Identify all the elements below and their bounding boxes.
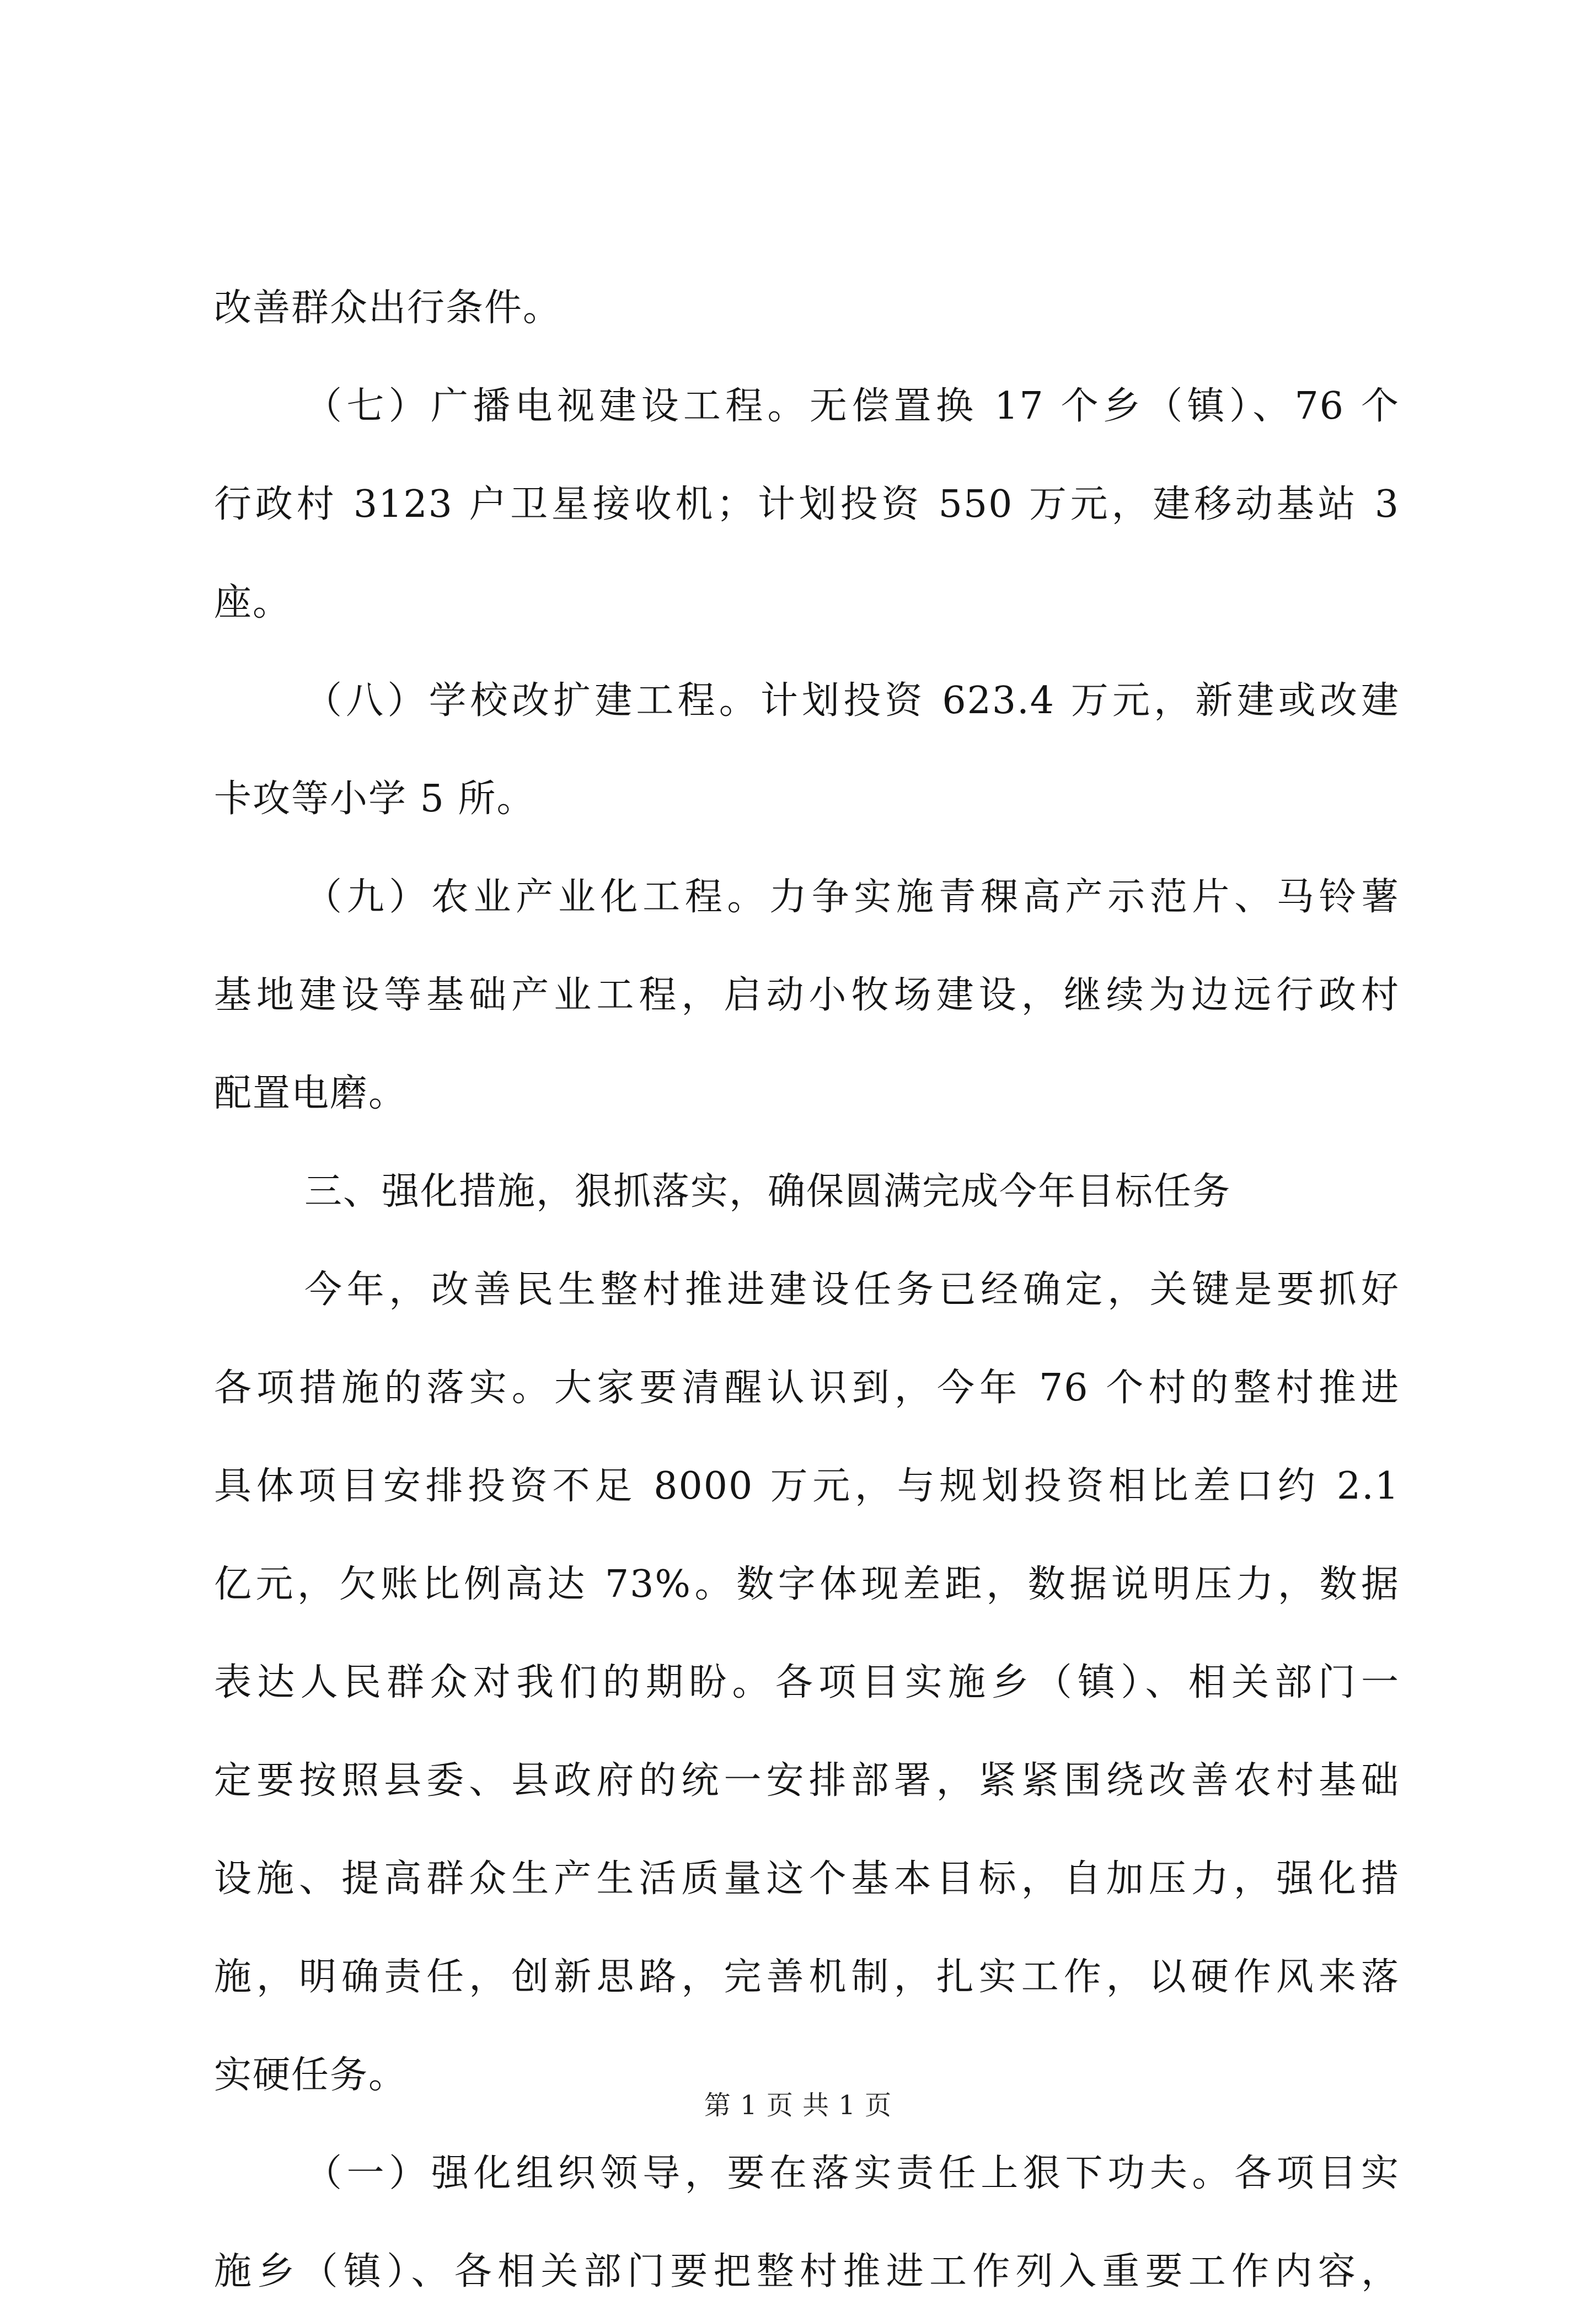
paragraph-line: 卡攻等小学 5 所。 <box>214 777 535 821</box>
paragraph-line: 改善群众出行条件。 <box>214 286 562 330</box>
paragraph-line: 基地建设等基础产业工程，启动小牧场建设，继续为边远行政村 <box>214 974 1400 1017</box>
paragraph-line: 各项措施的落实。大家要清醒认识到，今年 76 个村的整村推进 <box>214 1366 1400 1410</box>
paragraph-line: 具体项目安排投资不足 8000 万元，与规划投资相比差口约 2.1 <box>214 1464 1400 1508</box>
paragraph-line: （八）学校改扩建工程。计划投资 623.4 万元，新建或改建 <box>304 679 1400 723</box>
paragraph-line: （一）强化组织领导，要在落实责任上狠下功夫。各项目实 <box>304 2152 1400 2195</box>
paragraph-line: 表达人民群众对我们的期盼。各项目实施乡（镇）、相关部门一 <box>214 1661 1400 1704</box>
body-text <box>214 259 1400 2321</box>
paragraph-line: 施，明确责任，创新思路，完善机制，扎实工作，以硬作风来落 <box>214 1955 1400 1999</box>
page-footer: 第 1 页 共 1 页 <box>704 2090 892 2121</box>
paragraph-line: 座。 <box>214 581 292 624</box>
paragraph-line: 实硬任务。 <box>214 2053 408 2097</box>
paragraph-line: 今年，改善民生整村推进建设任务已经确定，关键是要抓好 <box>304 1268 1400 1312</box>
paragraph-line: 配置电磨。 <box>214 1072 408 1115</box>
paragraph-line: 定要按照县委、县政府的统一安排部署，紧紧围绕改善农村基础 <box>214 1759 1400 1803</box>
paragraph-line: 亿元，欠账比例高达 73%。数字体现差距，数据说明压力，数据 <box>214 1563 1400 1606</box>
paragraph-line: 行政村 3123 户卫星接收机；计划投资 550 万元，建移动基站 3 <box>214 483 1400 526</box>
paragraph-line: （七）广播电视建设工程。无偿置换 17 个乡（镇）、76 个 <box>304 384 1400 428</box>
paragraph-line: （九）农业产业化工程。力争实施青稞高产示范片、马铃薯 <box>304 875 1400 919</box>
paragraph-line: 设施、提高群众生产生活质量这个基本目标，自加压力，强化措 <box>214 1857 1400 1901</box>
section-heading: 三、强化措施，狠抓落实，确保圆满完成今年目标任务 <box>304 1170 1231 1213</box>
paragraph-line: 施乡（镇）、各相关部门要把整村推进工作列入重要工作内容， <box>214 2250 1400 2293</box>
